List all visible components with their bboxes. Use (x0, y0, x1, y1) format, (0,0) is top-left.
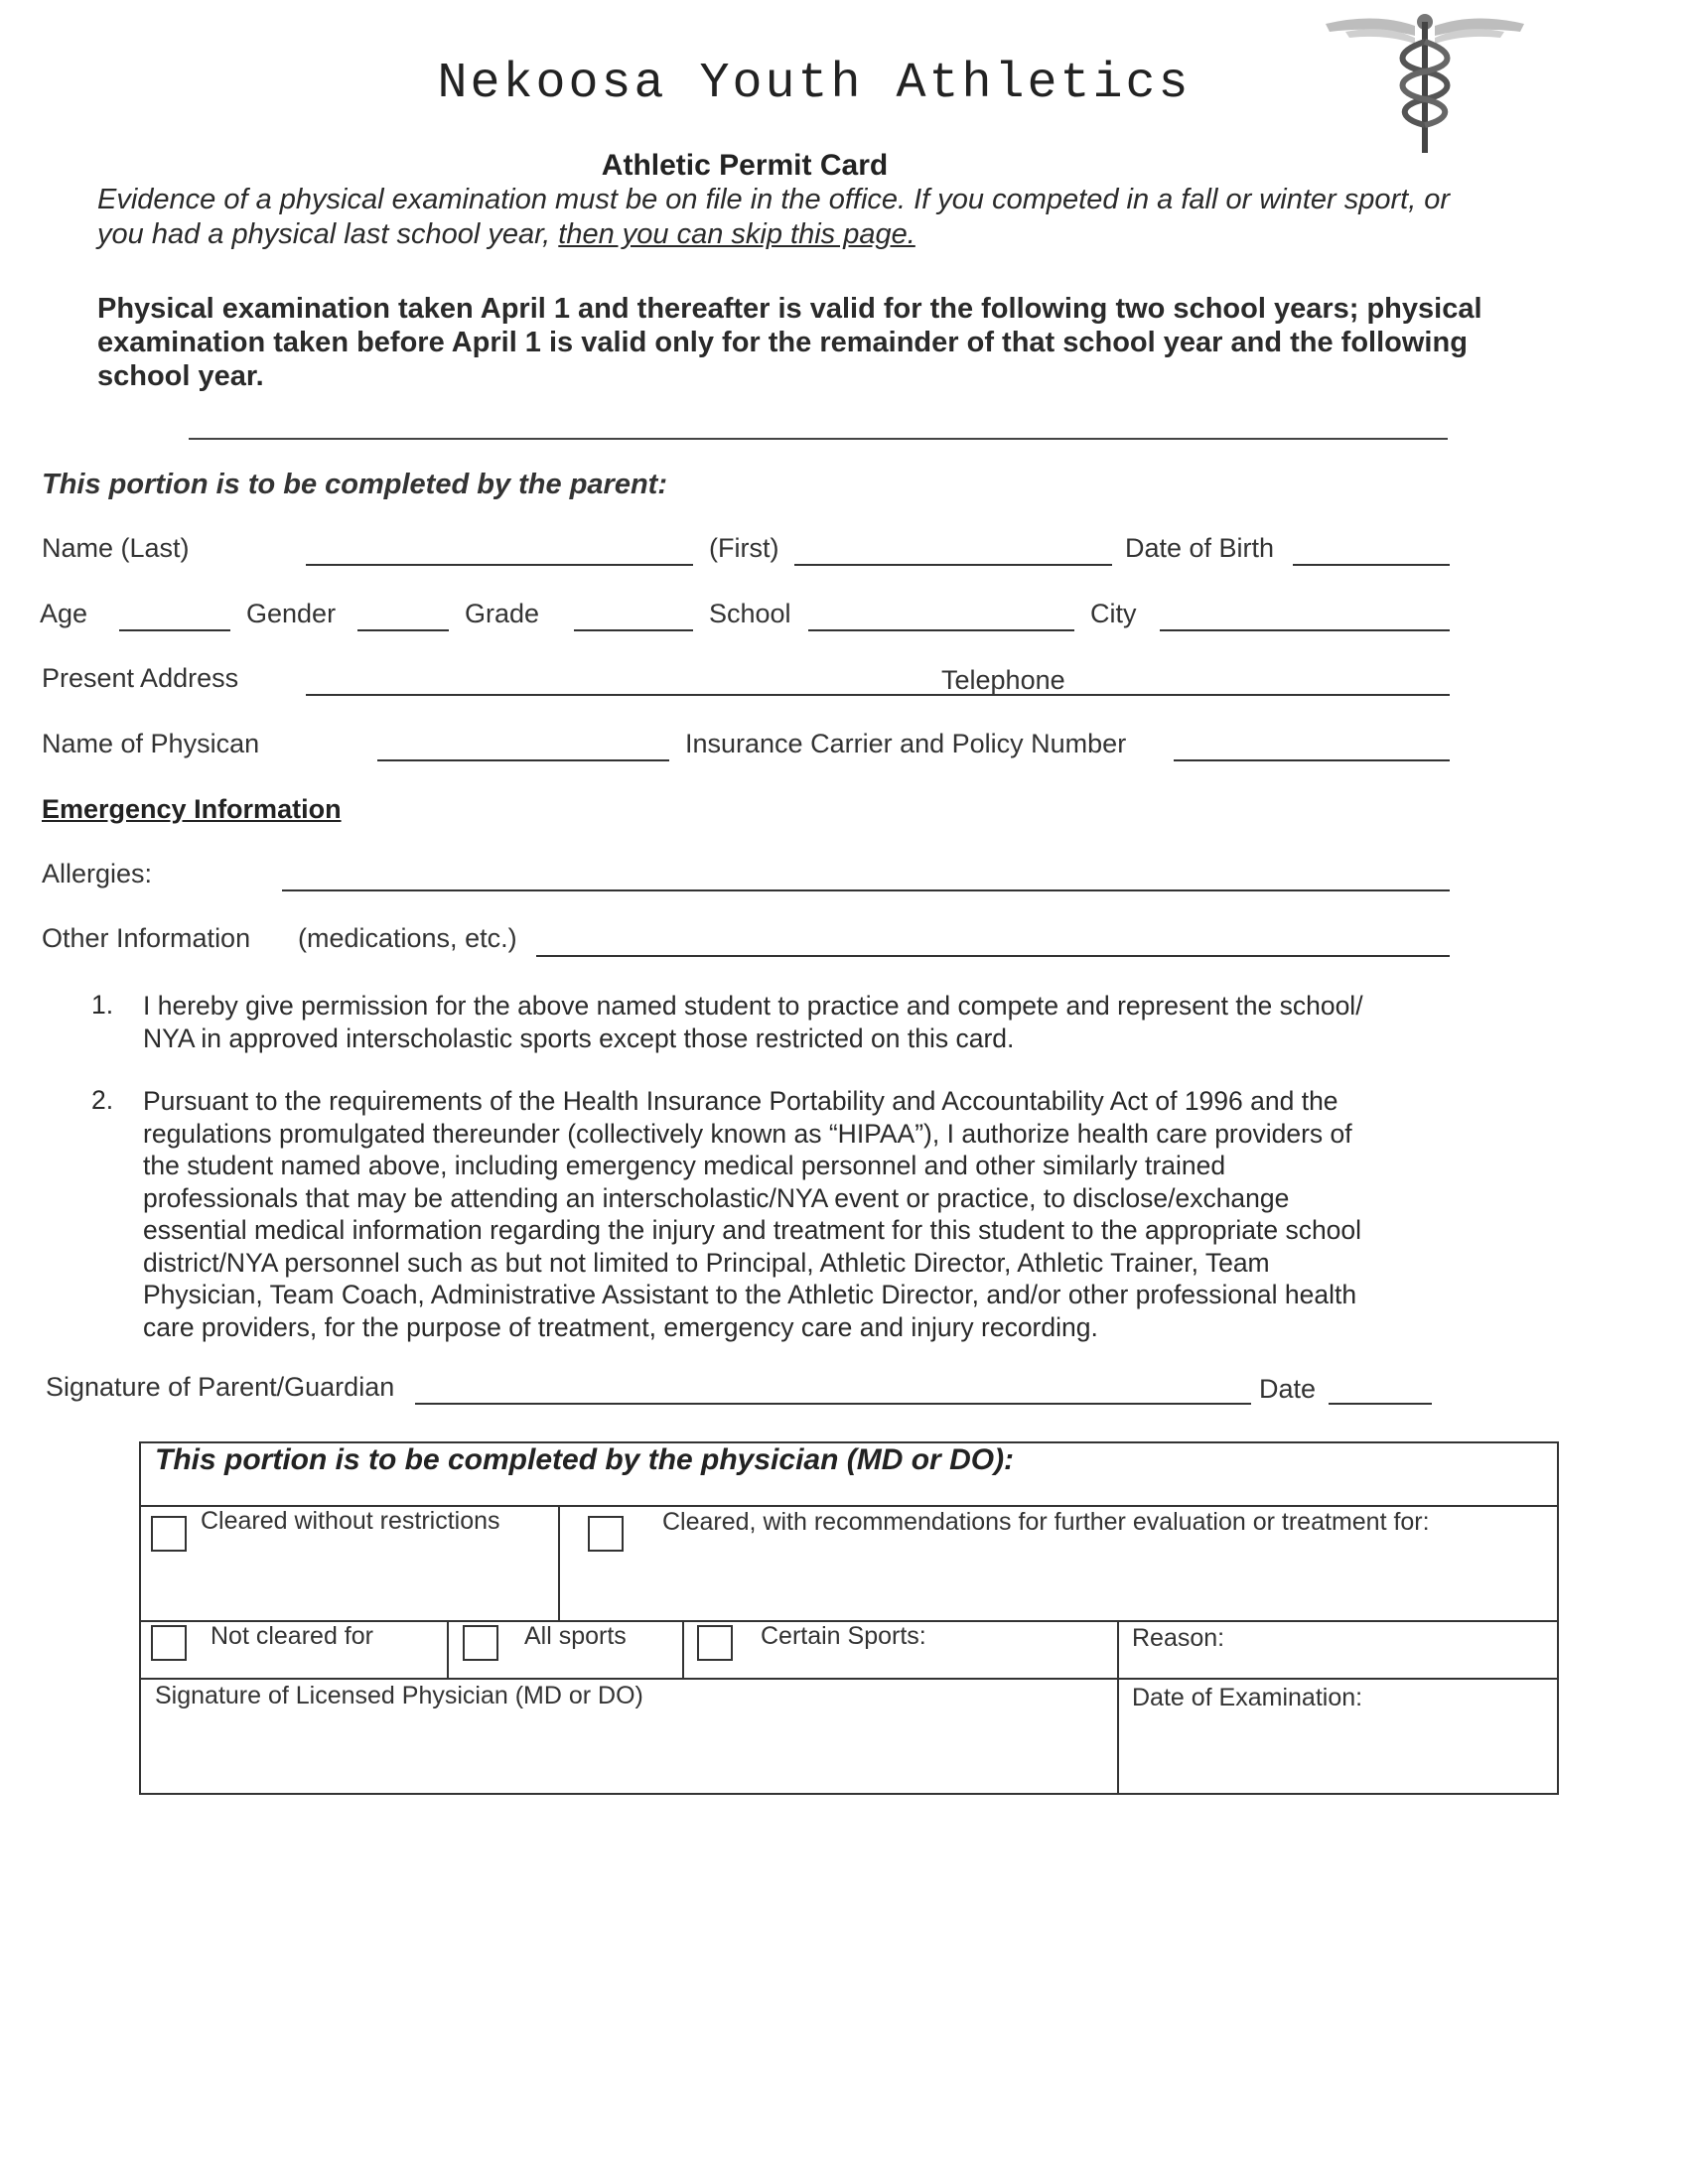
physician-col-divider (447, 1620, 449, 1678)
consent-item-2 (143, 1085, 1553, 1343)
consent-item-2-line: regulations promulgated thereunder (collectively known as “HIPAA”), I authorize health care providers of (143, 1118, 1352, 1149)
other-info-hint: (medications, etc.) (298, 923, 517, 953)
emergency-heading: Emergency Information (42, 794, 342, 824)
caduceus-icon (1316, 8, 1534, 157)
organization-title: Nekoosa Youth Athletics (437, 56, 1192, 112)
dob-field[interactable] (1293, 564, 1450, 566)
physician-signature-label: Signature of Licensed Physician (MD or DO) (155, 1682, 643, 1709)
cleared-without-restrictions-label: Cleared without restrictions (201, 1507, 500, 1535)
validity-rule-line-1: Physical examination taken April 1 and thereafter is valid for the following two school years; physical (97, 293, 1482, 325)
city-field[interactable] (1160, 629, 1450, 631)
other-info-label: Other Information (42, 923, 251, 953)
parent-signature-field[interactable] (415, 1403, 1251, 1405)
insurance-field[interactable] (1174, 759, 1450, 761)
allergies-label: Allergies: (42, 859, 153, 888)
physician-col-divider (558, 1505, 560, 1620)
physician-row-divider (139, 1678, 1559, 1680)
intro-line-1: Evidence of a physical examination must be on file in the office. If you competed in a fall or winter sport, or (97, 184, 1451, 215)
age-field[interactable] (119, 629, 230, 631)
age-label: Age (40, 599, 88, 628)
not-cleared-label: Not cleared for (211, 1622, 373, 1650)
physician-col-divider (682, 1620, 684, 1678)
intro-text (97, 183, 1587, 252)
first-name-field[interactable] (794, 564, 1112, 566)
present-address-field[interactable] (306, 694, 1450, 696)
parent-section-heading: This portion is to be completed by the parent: (42, 469, 667, 500)
consent-item-2-line: the student named above, including emergency medical personnel and other similarly trained (143, 1151, 1226, 1180)
physician-name-label: Name of Physican (42, 729, 260, 758)
exam-date-label: Date of Examination: (1132, 1684, 1363, 1711)
name-last-field[interactable] (306, 564, 693, 566)
name-last-label: Name (Last) (42, 533, 190, 563)
physician-signature-field[interactable] (149, 1715, 1107, 1791)
school-label: School (709, 599, 791, 628)
consent-item-1-number: 1. (91, 990, 114, 1020)
skip-note: then you can skip this page. (558, 218, 915, 250)
certain-sports-checkbox[interactable] (697, 1625, 733, 1661)
grade-label: Grade (465, 599, 540, 628)
certain-sports-label: Certain Sports: (761, 1622, 926, 1650)
reason-label: Reason: (1132, 1624, 1225, 1652)
intro-line-2-plain: you had a physical last school year, (97, 218, 559, 250)
card-title: Athletic Permit Card (601, 149, 889, 182)
validity-rule-line-2: examination taken before April 1 is valid only for the remainder of that school year and the following (97, 327, 1468, 358)
physician-name-field[interactable] (377, 759, 669, 761)
gender-label: Gender (246, 599, 337, 628)
city-label: City (1090, 599, 1137, 628)
cleared-with-recommendations-checkbox[interactable] (588, 1516, 624, 1552)
consent-item-2-line: essential medical information regarding the injury and treatment for this student to the appropriate school (143, 1215, 1362, 1245)
consent-item-2-line: Pursuant to the requirements of the Health Insurance Portability and Accountability Act of 1996 and the (143, 1086, 1338, 1116)
consent-item-1-line: NYA in approved interscholastic sports except those restricted on this card. (143, 1023, 1015, 1053)
school-field[interactable] (808, 629, 1074, 631)
grade-field[interactable] (574, 629, 693, 631)
parent-signature-label: Signature of Parent/Guardian (46, 1372, 395, 1402)
consent-item-2-line: professionals that may be attending an interscholastic/NYA event or practice, to disclose/exchange (143, 1182, 1290, 1213)
cleared-without-restrictions-checkbox[interactable] (151, 1516, 187, 1552)
consent-item-2-line: district/NYA personnel such as but not limited to Principal, Athletic Director, Athletic Trainer, Team (143, 1247, 1270, 1278)
other-info-field[interactable] (536, 955, 1450, 957)
telephone-label: Telephone (941, 665, 1065, 695)
consent-item-1-line: I hereby give permission for the above named student to practice and compete and represent the school/ (143, 991, 1363, 1021)
section-divider (189, 438, 1448, 440)
consent-item-2-line: Physician, Team Coach, Administrative Assistant to the Athletic Director, and/or other professional health (143, 1280, 1357, 1309)
dob-label: Date of Birth (1125, 533, 1275, 563)
consent-item-2-number: 2. (91, 1085, 114, 1115)
first-name-label: (First) (709, 533, 779, 563)
validity-rule-line-3: school year. (97, 360, 264, 392)
all-sports-label: All sports (524, 1622, 627, 1650)
gender-field[interactable] (357, 629, 449, 631)
all-sports-checkbox[interactable] (463, 1625, 498, 1661)
insurance-label: Insurance Carrier and Policy Number (685, 729, 1127, 758)
present-address-label: Present Address (42, 663, 239, 693)
physician-col-divider (1117, 1620, 1119, 1795)
exam-date-field[interactable] (1127, 1717, 1554, 1791)
signature-date-label: Date (1259, 1374, 1317, 1404)
physician-section-heading: This portion is to be completed by the physician (MD or DO): (155, 1443, 1015, 1476)
validity-rule (97, 292, 1587, 393)
intro-line-2 (97, 217, 1587, 252)
cleared-with-recommendations-label: Cleared, with recommendations for further evaluation or treatment for: (662, 1508, 1430, 1536)
allergies-field[interactable] (282, 889, 1450, 891)
not-cleared-checkbox[interactable] (151, 1625, 187, 1661)
consent-item-1 (143, 990, 1553, 1054)
consent-item-2-line: care providers, for the purpose of treatment, emergency care and injury recording. (143, 1311, 1098, 1342)
signature-date-field[interactable] (1329, 1403, 1432, 1405)
